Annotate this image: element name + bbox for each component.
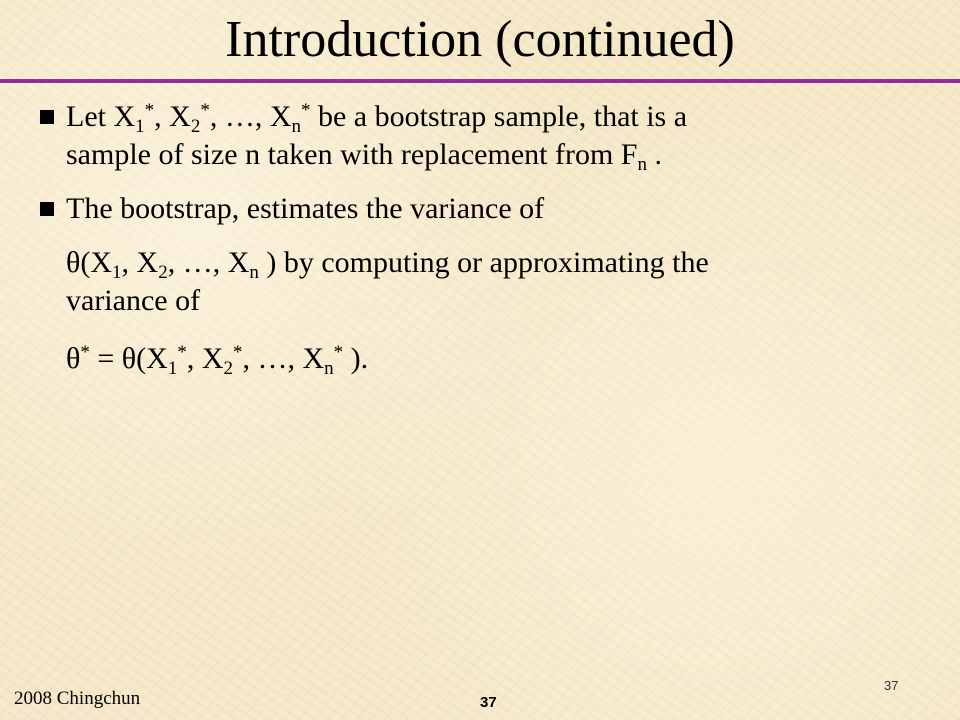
- bullet-1-line-2: sample of size n taken with replacement from $F_n$ .: [66, 138, 662, 175]
- bullet-1-line-1: Let $X_1^*$, $X_2^*$, …, $X_n^*$ be a bootstrap sample, that is a: [66, 100, 688, 137]
- variance-line: variance of: [66, 284, 201, 317]
- slide-body: [40, 98, 930, 378]
- square-bullet-icon: [40, 202, 54, 216]
- theta-paragraph: [40, 244, 930, 320]
- theta-star-formula: $\theta^* = \theta(X_1^*$, $X_2^*$, …, $X_n^*$ ).: [66, 342, 369, 379]
- corner-page-number: 37: [884, 678, 899, 693]
- footer-author: 2008 Chingchun: [14, 688, 141, 709]
- bullet-item-2: [40, 190, 930, 228]
- bullet-item-1: [40, 98, 930, 174]
- square-bullet-icon: [40, 110, 54, 124]
- title-underline: [0, 79, 960, 83]
- footer-page-number: 37: [480, 694, 497, 711]
- theta-line: $\theta(X_1$, $X_2$, …, $X_n$ ) by computing or approximating the: [66, 246, 709, 283]
- slide-title: Introduction (continued): [225, 11, 735, 68]
- theta-star-paragraph: [40, 340, 930, 378]
- bullet-2-text: The bootstrap, estimates the variance of: [66, 192, 545, 225]
